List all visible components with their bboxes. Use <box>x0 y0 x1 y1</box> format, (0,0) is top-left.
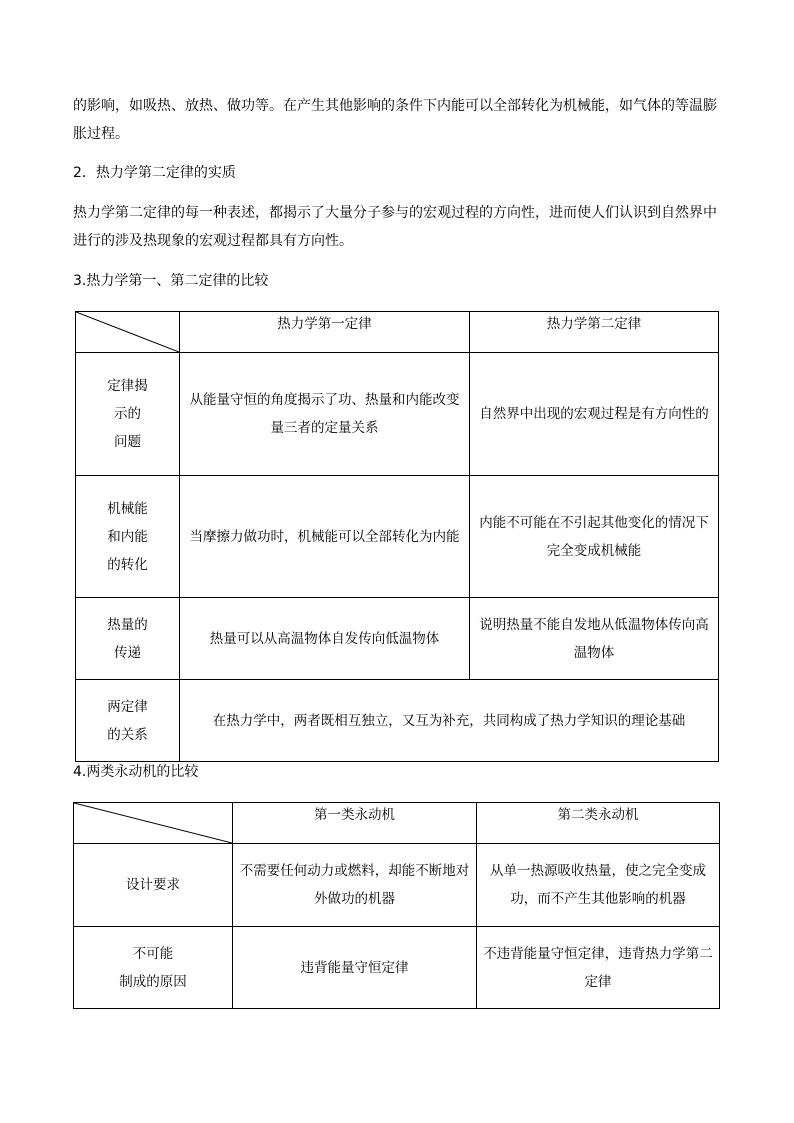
perpetual-motion-table <box>73 802 720 1009</box>
diagonal-header-cell <box>74 803 233 844</box>
cell-first-law-issue: 从能量守恒的角度揭示了功、热量和内能改变量三者的定量关系 <box>180 353 470 476</box>
paragraph-intro: 的影响，如吸热、放热、做功等。在产生其他影响的条件下内能可以全部转化为机械能，如气体的等温膨胀过程。 <box>73 98 717 142</box>
cell-first-kind-design: 不需要任何动力或燃料，却能不断地对外做功的机器 <box>233 844 477 927</box>
header-first-law: 热力学第一定律 <box>180 312 470 353</box>
cell-first-kind-reason: 违背能量守恒定律 <box>233 927 477 1009</box>
cell-second-law-heat-transfer: 说明热量不能自发地从低温物体传向高温物体 <box>470 598 719 680</box>
heading-perpetual-motion: 4.两类永动机的比较 <box>73 764 199 780</box>
heading-second-law-essence: 2．热力学第二定律的实质 <box>73 165 236 181</box>
paragraph-second-law-essence: 热力学第二定律的每一种表述，都揭示了大量分子参与的宏观过程的方向性，进而使人们认识到自然界中进行的涉及热现象的宏观过程都具有方向性。 <box>73 205 717 249</box>
cell-second-law-issue: 自然界中出现的宏观过程是有方向性的 <box>470 353 719 476</box>
cell-first-law-conversion: 当摩擦力做功时，机械能可以全部转化为内能 <box>180 476 470 598</box>
header-first-kind: 第一类永动机 <box>233 803 477 844</box>
diagonal-header-cell <box>76 312 180 353</box>
row-label-reason: 不可能 制成的原因 <box>74 927 233 1009</box>
row-label-issue: 定律揭 示的 问题 <box>76 353 180 476</box>
row-label-conversion: 机械能 和内能 的转化 <box>76 476 180 598</box>
cell-relationship: 在热力学中，两者既相互独立，又互为补充，共同构成了热力学知识的理论基础 <box>180 680 719 762</box>
row-label-relationship: 两定律 的关系 <box>76 680 180 762</box>
heading-law-comparison: 3.热力学第一、第二定律的比较 <box>73 273 269 289</box>
row-label-design: 设计要求 <box>74 844 233 927</box>
cell-first-law-heat-transfer: 热量可以从高温物体自发传向低温物体 <box>180 598 470 680</box>
header-second-kind: 第二类永动机 <box>477 803 720 844</box>
law-comparison-table <box>75 311 719 762</box>
cell-second-kind-reason: 不违背能量守恒定律，违背热力学第二定律 <box>477 927 720 1009</box>
row-label-heat-transfer: 热量的 传递 <box>76 598 180 680</box>
header-second-law: 热力学第二定律 <box>470 312 719 353</box>
cell-second-law-conversion: 内能不可能在不引起其他变化的情况下完全变成机械能 <box>470 476 719 598</box>
cell-second-kind-design: 从单一热源吸收热量，使之完全变成功，而不产生其他影响的机器 <box>477 844 720 927</box>
